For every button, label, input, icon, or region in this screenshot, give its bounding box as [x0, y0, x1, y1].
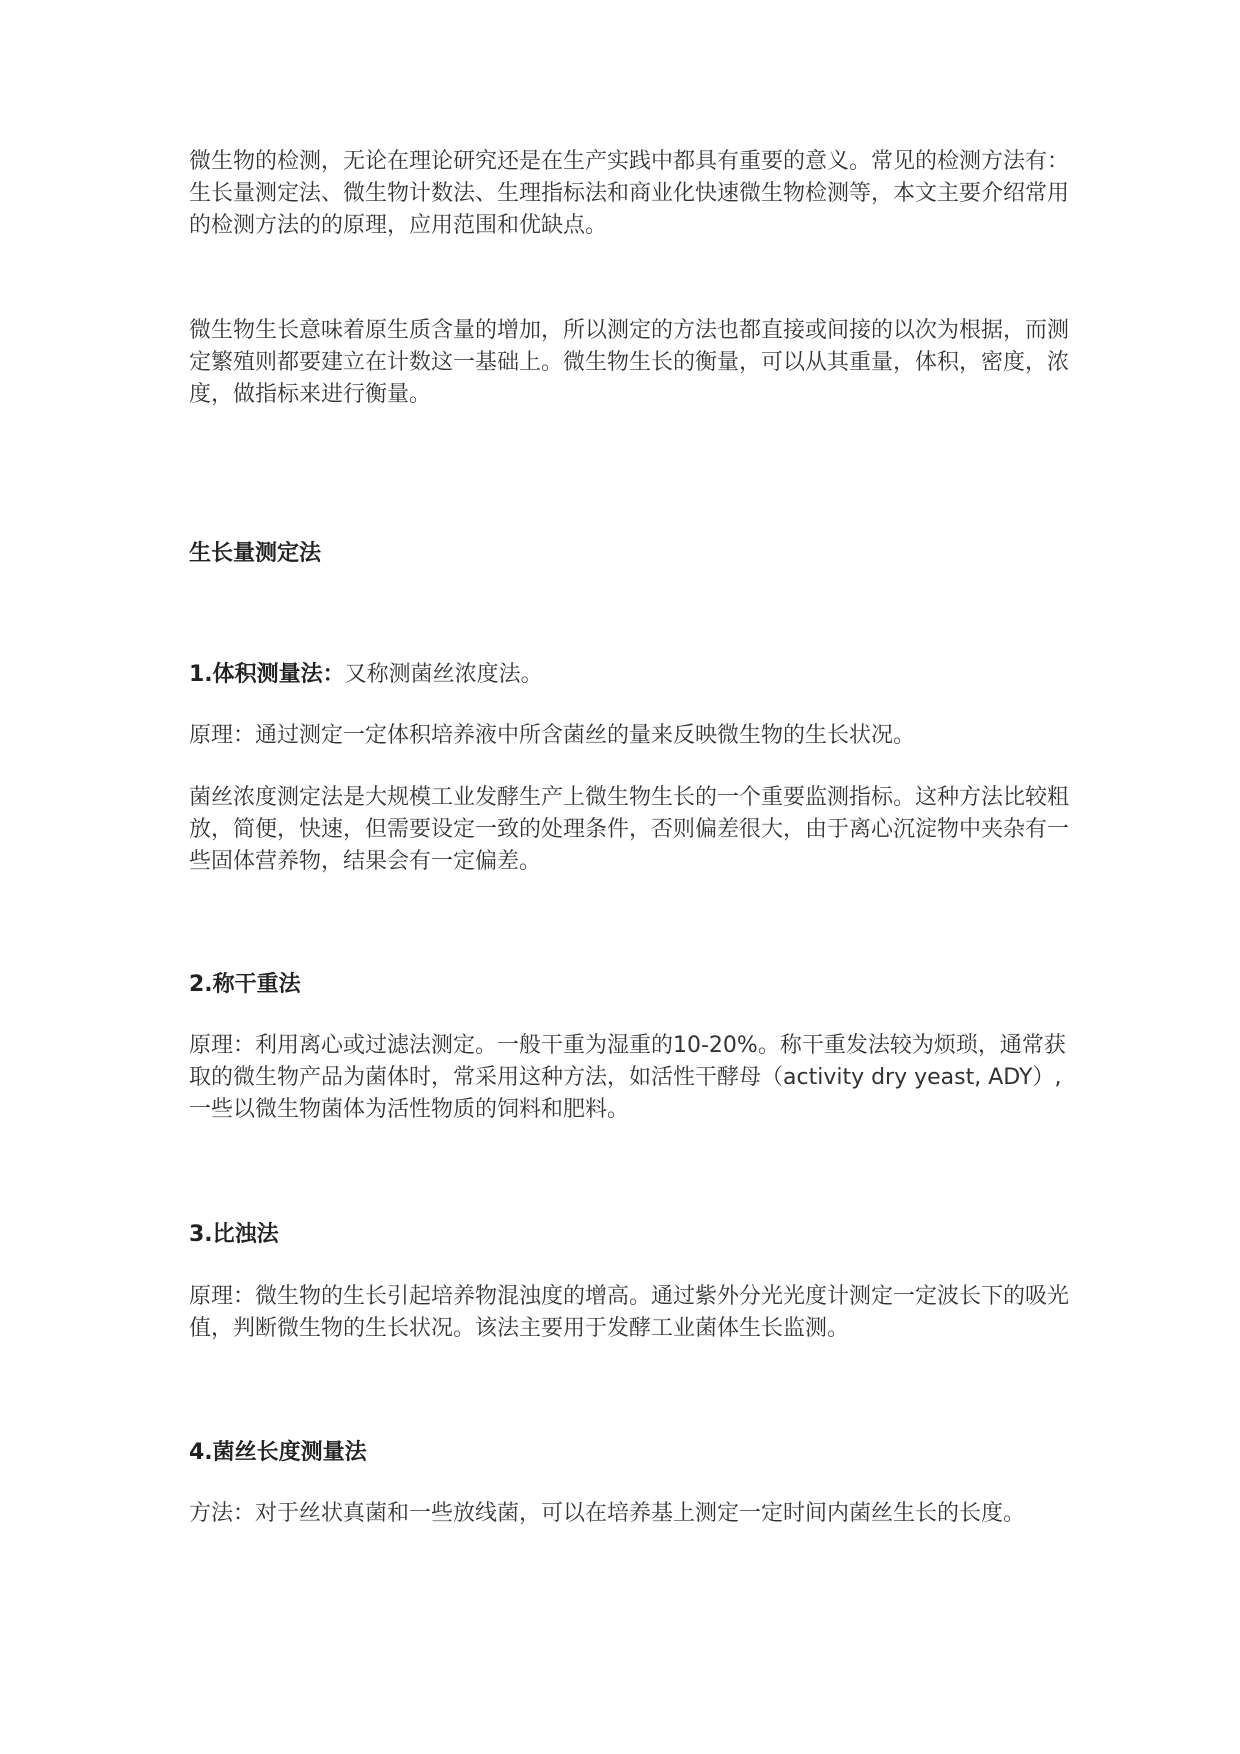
intro-paragraph-1: 微生物的检测，无论在理论研究还是在生产实践中都具有重要的意义。常见的检测方法有：生长量测定法、微生物计数法、生理指标法和商业化快速微生物检测等，本文主要介绍常用的检测方法的的原理，应用范围和优缺点。 [189, 149, 1070, 238]
method-1-heading-suffix: 又称测菌丝浓度法。 [344, 662, 543, 687]
method-1-heading-line [189, 659, 1069, 691]
method-1-principle: 原理：通过测定一定体积培养液中所含菌丝的量来反映微生物的生长状况。 [189, 723, 916, 748]
method-3-principle: 原理：微生物的生长引起培养物混浊度的增高。通过紫外分光光度计测定一定波长下的吸光值，判断微生物的生长状况。该法主要用于发酵工业菌体生长监测。 [189, 1284, 1070, 1341]
section-title: 生长量测定法 [189, 541, 322, 566]
method-1-description: 菌丝浓度测定法是大规模工业发酵生产上微生物生长的一个重要监测指标。这种方法比较粗放，简便，快速，但需要设定一致的处理条件，否则偏差很大，由于离心沉淀物中夹杂有一些固体营养物，结果会有一定偏差。 [189, 785, 1070, 874]
method-2-heading: 2.称干重法 [189, 972, 301, 997]
method-1-heading: 1.体积测量法： [189, 662, 345, 687]
intro-paragraph-2: 微生物生长意味着原生质含量的增加，所以测定的方法也都直接或间接的以次为根据，而测定繁殖则都要建立在计数这一基础上。微生物生长的衡量，可以从其重量，体积，密度，浓度，做指标来进行衡量。 [189, 318, 1070, 407]
method-4-method: 方法：对于丝状真菌和一些放线菌，可以在培养基上测定一定时间内菌丝生长的长度。 [189, 1501, 1026, 1526]
method-3-heading: 3.比浊法 [189, 1222, 279, 1247]
method-2-principle: 原理：利用离心或过滤法测定。一般干重为湿重的10-20%。称干重发法较为烦琐，通常获取的微生物产品为菌体时，常采用这种方法，如活性干酵母（activity dry yeast, ADY）,一些以微生物菌体为活性物质的饲料和肥料。 [189, 1033, 1066, 1122]
method-4-heading: 4.菌丝长度测量法 [189, 1440, 367, 1465]
